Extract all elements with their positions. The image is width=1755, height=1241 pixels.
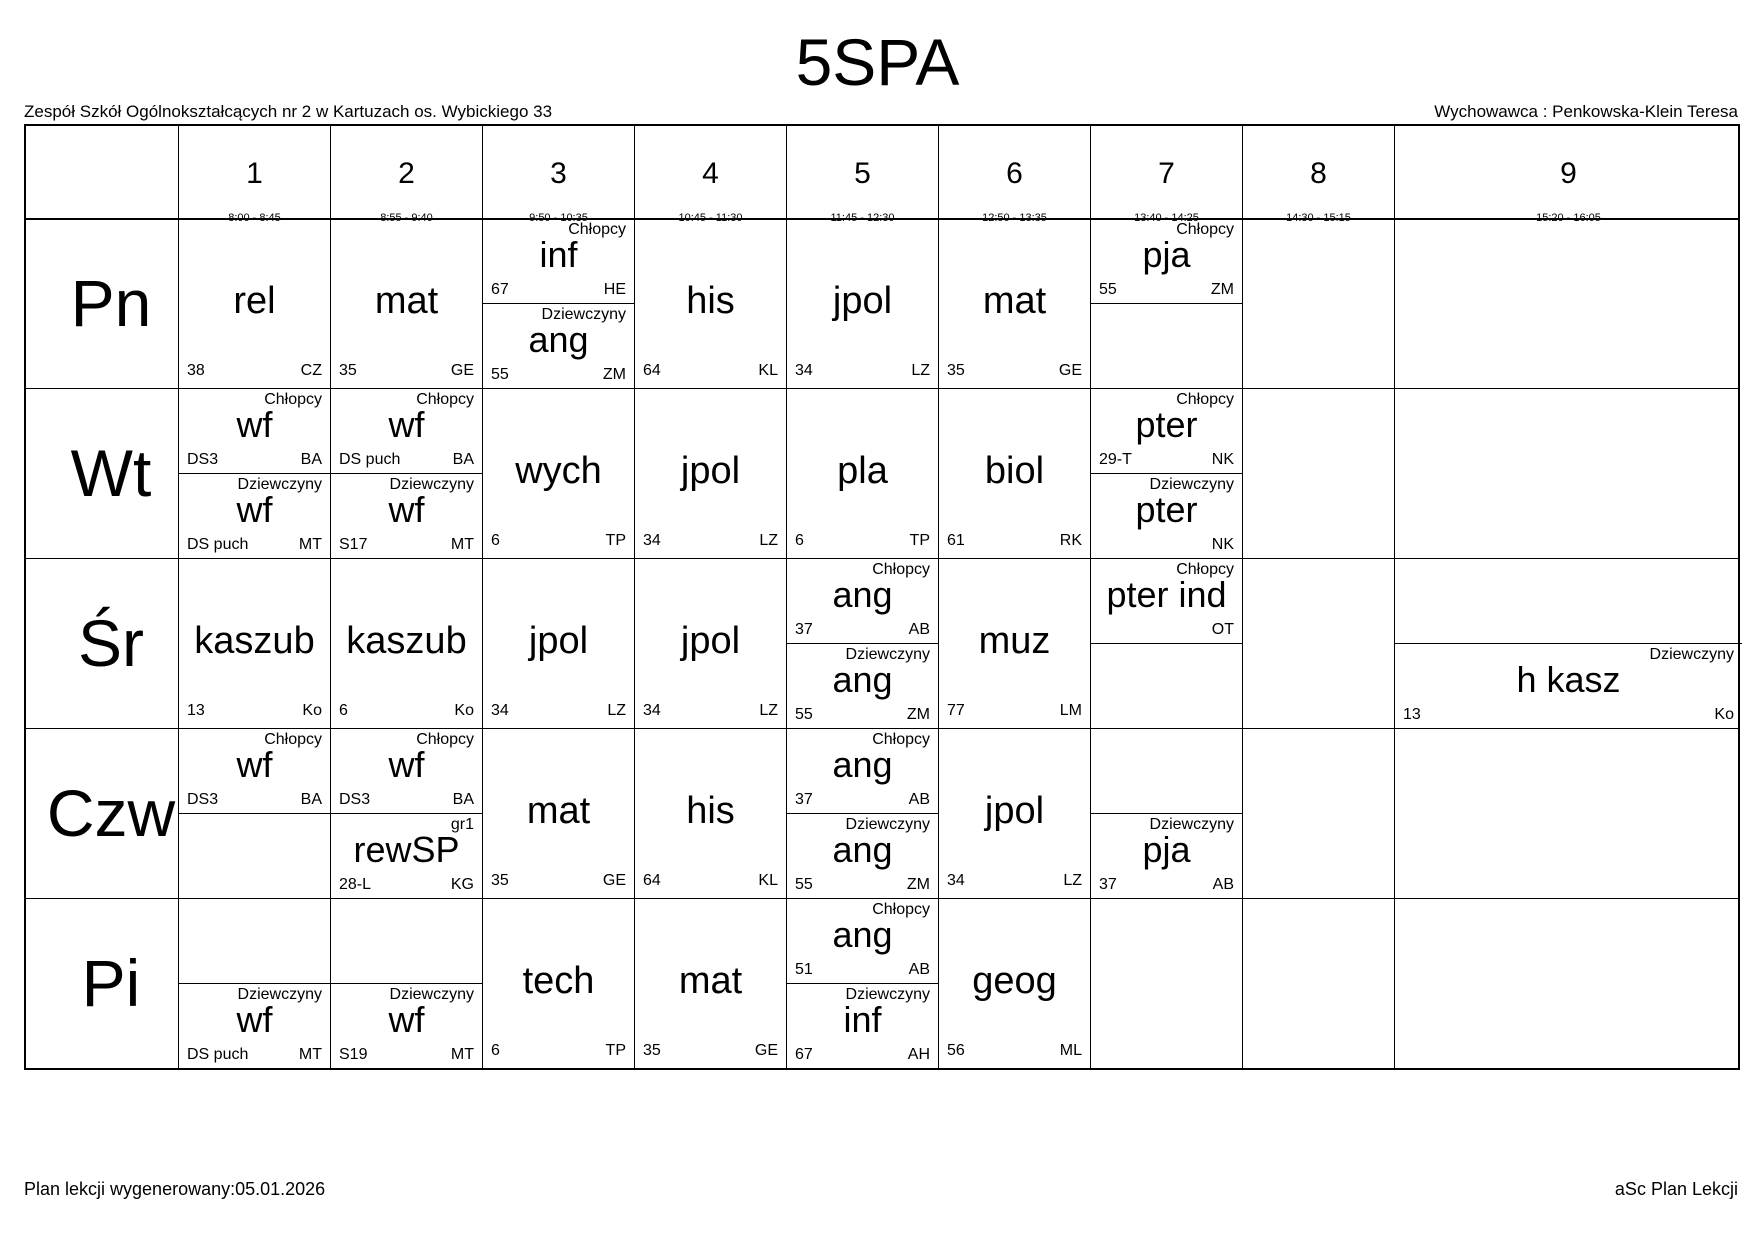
lesson-cell [634, 558, 786, 728]
lesson [483, 558, 634, 728]
lesson [939, 728, 1090, 898]
lesson-room: 55 [491, 366, 509, 383]
lesson-teacher: GE [450, 362, 474, 379]
lesson-group: Dziewczyny [237, 476, 322, 493]
group-lesson [787, 898, 938, 983]
lesson-group: Dziewczyny [845, 646, 930, 663]
lesson-group: Dziewczyny [541, 306, 626, 323]
lesson-room: DS puch [339, 451, 401, 468]
lesson-cell [1090, 388, 1242, 558]
period-time: 15:20 - 16:05 [1536, 212, 1601, 224]
lesson-subject: ang [528, 319, 589, 360]
lesson-teacher: LZ [1063, 872, 1082, 889]
lesson-subject: pla [837, 450, 888, 492]
lesson-teacher: BA [300, 791, 322, 808]
group-lesson [787, 983, 938, 1068]
lesson-room: 6 [339, 702, 348, 719]
group-lesson [787, 728, 938, 813]
lesson-room: 37 [795, 791, 813, 808]
lesson-group: Chłopcy [1176, 391, 1234, 408]
lesson-subject: pja [1142, 234, 1191, 275]
group-lesson [1091, 473, 1242, 558]
group-lesson [179, 728, 330, 813]
lesson [635, 898, 786, 1068]
lesson-room: DS puch [187, 536, 249, 553]
lesson-room: 35 [947, 362, 965, 379]
lesson-teacher: BA [300, 451, 322, 468]
lesson-cell [482, 218, 634, 388]
lesson-cell [1090, 728, 1242, 898]
lesson-cell [786, 898, 938, 1068]
group-lesson [331, 983, 482, 1068]
period-header [786, 126, 938, 224]
class-teacher: Wychowawca : Penkowska-Klein Teresa [1434, 102, 1738, 121]
lesson-subject: ang [832, 829, 893, 870]
lesson-subject: rel [233, 280, 276, 322]
half-divider [1091, 643, 1242, 644]
lesson-teacher: MT [450, 536, 474, 553]
period-number: 7 [1158, 157, 1175, 190]
lesson-cell [1394, 388, 1742, 558]
lesson-teacher: BA [452, 451, 474, 468]
group-lesson [1091, 558, 1242, 643]
lesson-cell [330, 388, 482, 558]
lesson-room: 77 [947, 702, 965, 719]
lesson-cell [938, 558, 1090, 728]
lesson-cell [482, 388, 634, 558]
lesson-subject: jpol [680, 620, 741, 662]
lesson-cell [1090, 558, 1242, 728]
lesson-cell [178, 728, 330, 898]
group-lesson [1395, 643, 1742, 728]
lesson-group: Dziewczyny [389, 986, 474, 1003]
lesson-room: 55 [795, 706, 813, 723]
lesson-group: Chłopcy [416, 731, 474, 748]
lesson-cell [482, 558, 634, 728]
lesson-subject: h kasz [1516, 659, 1621, 700]
period-header [330, 126, 482, 224]
lesson-teacher: MT [298, 536, 322, 553]
day-label: Pn [70, 266, 152, 340]
lesson-teacher: TP [605, 1042, 626, 1059]
lesson-cell [786, 558, 938, 728]
lesson-subject: wf [388, 489, 425, 530]
lesson-teacher: KL [758, 362, 778, 379]
timetable-grid [24, 124, 1740, 1070]
lesson-room: 6 [491, 1042, 500, 1059]
lesson-cell [1242, 558, 1394, 728]
lesson [787, 218, 938, 388]
group-lesson [331, 473, 482, 558]
lesson-cell [938, 898, 1090, 1068]
lesson-room: DS3 [339, 791, 371, 808]
lesson-room: 61 [947, 532, 965, 549]
page-title: 5SPA [795, 25, 960, 99]
period-time: 8:00 - 8:45 [228, 212, 281, 224]
day-label: Pi [81, 946, 141, 1020]
period-time: 13:40 - 14:25 [1134, 212, 1199, 224]
lesson-cell [938, 218, 1090, 388]
period-header [178, 126, 330, 224]
lesson-cell [1090, 218, 1242, 388]
lesson-teacher: ZM [1210, 281, 1234, 298]
lesson-teacher: CZ [300, 362, 322, 379]
period-number: 1 [246, 157, 263, 190]
lesson-room: 67 [795, 1046, 813, 1063]
lesson-group: Chłopcy [416, 391, 474, 408]
lesson-subject: geog [972, 960, 1057, 1002]
lesson-teacher: ZM [906, 876, 930, 893]
lesson-room: 67 [491, 281, 509, 298]
lesson-teacher: ZM [906, 706, 930, 723]
software-name: aSc Plan Lekcji [1614, 1179, 1738, 1199]
lesson-teacher: Ko [302, 702, 322, 719]
day-label: Czw [46, 776, 176, 850]
lesson-teacher: NK [1211, 536, 1234, 553]
lesson-room: 34 [643, 702, 661, 719]
lesson-subject: inf [843, 999, 882, 1040]
lesson-teacher: MT [298, 1046, 322, 1063]
period-header [1090, 126, 1242, 224]
period-time: 9:50 - 10:35 [529, 212, 588, 224]
lesson-room: S17 [339, 536, 368, 553]
group-lesson [787, 813, 938, 898]
day-label: Wt [70, 436, 152, 510]
lesson-cell [178, 558, 330, 728]
lesson [483, 388, 634, 558]
group-lesson [331, 728, 482, 813]
lesson-room: 6 [795, 532, 804, 549]
group-lesson [331, 388, 482, 473]
lesson-teacher: AB [1212, 876, 1234, 893]
lesson-room: 28-L [339, 876, 372, 893]
group-lesson [1091, 218, 1242, 303]
lesson-room: 51 [795, 961, 813, 978]
lesson-cell [1394, 558, 1742, 728]
lesson-teacher: NK [1211, 451, 1234, 468]
lesson-subject: wf [236, 489, 273, 530]
lesson-room: 13 [187, 702, 205, 719]
lesson-cell [786, 728, 938, 898]
lesson-room: 6 [491, 532, 500, 549]
lesson-room: 37 [795, 621, 813, 638]
lesson-cell [482, 898, 634, 1068]
period-time: 12:50 - 13:35 [982, 212, 1047, 224]
lesson-subject: mat [374, 280, 439, 322]
lesson-group: Chłopcy [264, 731, 322, 748]
lesson-subject: mat [526, 790, 591, 832]
lesson-teacher: MT [450, 1046, 474, 1063]
lesson-teacher: GE [602, 872, 626, 889]
lesson-room: 13 [1403, 706, 1421, 723]
lesson-subject: biol [984, 450, 1045, 492]
lesson-cell [786, 388, 938, 558]
lesson [483, 728, 634, 898]
lesson-cell [1394, 218, 1742, 388]
lesson-subject: his [686, 280, 735, 322]
lesson-subject: tech [522, 960, 595, 1002]
lesson-cell [634, 898, 786, 1068]
lesson-teacher: LZ [759, 532, 778, 549]
lesson-teacher: AB [908, 791, 930, 808]
lesson [635, 388, 786, 558]
lesson-cell [330, 898, 482, 1068]
lesson [939, 898, 1090, 1068]
lesson-room: 55 [1099, 281, 1117, 298]
lesson-teacher: KG [450, 876, 474, 893]
lesson [939, 558, 1090, 728]
lesson-subject: muz [978, 620, 1051, 662]
lesson-room: 56 [947, 1042, 965, 1059]
lesson-cell [1394, 728, 1742, 898]
lesson-teacher: ML [1059, 1042, 1082, 1059]
group-lesson [787, 558, 938, 643]
lesson-teacher: Ko [454, 702, 474, 719]
lesson-room: 64 [643, 362, 661, 379]
lesson-subject: wf [388, 999, 425, 1040]
lesson [483, 898, 634, 1068]
lesson-room: 34 [795, 362, 813, 379]
period-number: 3 [550, 157, 567, 190]
generated-date: Plan lekcji wygenerowany:05.01.2026 [24, 1179, 326, 1199]
lesson [635, 558, 786, 728]
period-number: 4 [702, 157, 719, 190]
lesson-group: Chłopcy [568, 221, 626, 238]
lesson-teacher: AB [908, 961, 930, 978]
lesson-subject: wf [388, 404, 425, 445]
lesson-room: 35 [643, 1042, 661, 1059]
lesson-subject: jpol [984, 790, 1045, 832]
lesson-cell [1242, 898, 1394, 1068]
lesson-subject: wych [515, 450, 602, 492]
lesson-subject: jpol [680, 450, 741, 492]
lesson-cell [1090, 898, 1242, 1068]
lesson-group: Chłopcy [872, 731, 930, 748]
period-time: 10:45 - 11:30 [678, 212, 743, 224]
lesson-subject: wf [236, 999, 273, 1040]
group-lesson [483, 218, 634, 303]
lesson-teacher: ZM [602, 366, 626, 383]
lesson [179, 558, 330, 728]
lesson-teacher: OT [1211, 621, 1234, 638]
period-header [1242, 126, 1394, 224]
lesson-subject: ang [832, 744, 893, 785]
day-label: Śr [78, 606, 144, 680]
lesson-subject: wf [388, 744, 425, 785]
lesson-room: 38 [187, 362, 205, 379]
lesson-subject: inf [539, 234, 578, 275]
lesson [331, 558, 482, 728]
period-header [938, 126, 1090, 224]
group-lesson [1091, 813, 1242, 898]
lesson-subject: mat [678, 960, 743, 1002]
lesson-room: 35 [339, 362, 357, 379]
lesson-group: Chłopcy [264, 391, 322, 408]
lesson-cell [786, 218, 938, 388]
lesson-subject: ang [832, 574, 893, 615]
lesson-teacher: GE [1058, 362, 1082, 379]
group-lesson [179, 473, 330, 558]
lesson-teacher: GE [754, 1042, 778, 1059]
lesson-teacher: HE [603, 281, 626, 298]
lesson-group: Dziewczyny [845, 986, 930, 1003]
lesson [787, 388, 938, 558]
lesson-cell [1242, 388, 1394, 558]
school-name: Zespół Szkół Ogólnokształcących nr 2 w Kartuzach os. Wybickiego 33 [24, 102, 553, 121]
group-lesson [787, 643, 938, 728]
lesson-teacher: BA [452, 791, 474, 808]
lesson-room: 37 [1099, 876, 1117, 893]
lesson-subject: pter [1135, 489, 1198, 530]
lesson-room: 34 [491, 702, 509, 719]
lesson-cell [482, 728, 634, 898]
lesson-cell [330, 728, 482, 898]
lesson-subject: ang [832, 659, 893, 700]
lesson-teacher: KL [758, 872, 778, 889]
lesson [635, 218, 786, 388]
lesson-teacher: AB [908, 621, 930, 638]
period-number: 8 [1310, 157, 1327, 190]
period-time: 11:45 - 12:30 [830, 212, 895, 224]
period-number: 5 [854, 157, 871, 190]
lesson-cell [330, 218, 482, 388]
lesson-room: 35 [491, 872, 509, 889]
group-lesson [179, 388, 330, 473]
period-number: 6 [1006, 157, 1023, 190]
period-header [1394, 126, 1742, 224]
lesson-room: 34 [947, 872, 965, 889]
group-lesson [1091, 388, 1242, 473]
group-lesson [483, 303, 634, 388]
lesson-subject: pter ind [1106, 574, 1227, 615]
lesson [939, 388, 1090, 558]
lesson-group: Dziewczyny [1149, 816, 1234, 833]
lesson-group: Dziewczyny [237, 986, 322, 1003]
period-number: 2 [398, 157, 415, 190]
lesson-cell [938, 388, 1090, 558]
lesson-cell [938, 728, 1090, 898]
lesson-room: 55 [795, 876, 813, 893]
lesson [635, 728, 786, 898]
lesson-group: Chłopcy [1176, 561, 1234, 578]
lesson-subject: kaszub [346, 620, 467, 662]
period-header [482, 126, 634, 224]
lesson-subject: kaszub [194, 620, 315, 662]
lesson-group: Dziewczyny [845, 816, 930, 833]
lesson-teacher: Ko [1714, 706, 1734, 723]
period-number: 9 [1560, 157, 1577, 190]
lesson-cell [1242, 218, 1394, 388]
lesson-teacher: TP [909, 532, 930, 549]
lesson-subject: mat [982, 280, 1047, 322]
lesson-group: Dziewczyny [1149, 476, 1234, 493]
lesson-room: DS3 [187, 791, 219, 808]
lesson-cell [178, 388, 330, 558]
half-divider [179, 813, 330, 814]
lesson-cell [634, 728, 786, 898]
half-divider [1091, 303, 1242, 304]
lesson-room: S19 [339, 1046, 368, 1063]
lesson-subject: wf [236, 404, 273, 445]
lesson-cell [634, 388, 786, 558]
lesson-group: Chłopcy [872, 901, 930, 918]
lesson-cell [178, 218, 330, 388]
lesson-room: DS puch [187, 1046, 249, 1063]
group-lesson [331, 813, 482, 898]
lesson [179, 218, 330, 388]
lesson-subject: pja [1142, 829, 1191, 870]
lesson-group: Dziewczyny [1649, 646, 1734, 663]
period-time: 14:30 - 15:15 [1286, 212, 1351, 224]
lesson-cell [178, 898, 330, 1068]
lesson-subject: ang [832, 914, 893, 955]
lesson [939, 218, 1090, 388]
lesson-subject: rewSP [353, 829, 460, 870]
lesson-room: DS3 [187, 451, 219, 468]
lesson-teacher: TP [605, 532, 626, 549]
lesson-teacher: LZ [607, 702, 626, 719]
lesson-subject: wf [236, 744, 273, 785]
lesson-teacher: LZ [911, 362, 930, 379]
lesson-teacher: RK [1059, 532, 1082, 549]
lesson [331, 218, 482, 388]
lesson-group: Chłopcy [1176, 221, 1234, 238]
lesson-teacher: LM [1059, 702, 1082, 719]
period-header [634, 126, 786, 224]
lesson-group: Chłopcy [872, 561, 930, 578]
lesson-subject: pter [1135, 404, 1198, 445]
lesson-cell [634, 218, 786, 388]
lesson-room: 64 [643, 872, 661, 889]
period-time: 8:55 - 9:40 [380, 212, 433, 224]
lesson-teacher: LZ [759, 702, 778, 719]
lesson-group: Dziewczyny [389, 476, 474, 493]
lesson-room: 34 [643, 532, 661, 549]
lesson-group: gr1 [450, 816, 474, 833]
lesson-cell [1242, 728, 1394, 898]
lesson-cell [1394, 898, 1742, 1068]
lesson-subject: his [686, 790, 735, 832]
lesson-subject: jpol [528, 620, 589, 662]
lesson-teacher: AH [907, 1046, 930, 1063]
lesson-room: 29-T [1099, 451, 1132, 468]
lesson-cell [330, 558, 482, 728]
lesson-subject: jpol [832, 280, 893, 322]
group-lesson [179, 983, 330, 1068]
